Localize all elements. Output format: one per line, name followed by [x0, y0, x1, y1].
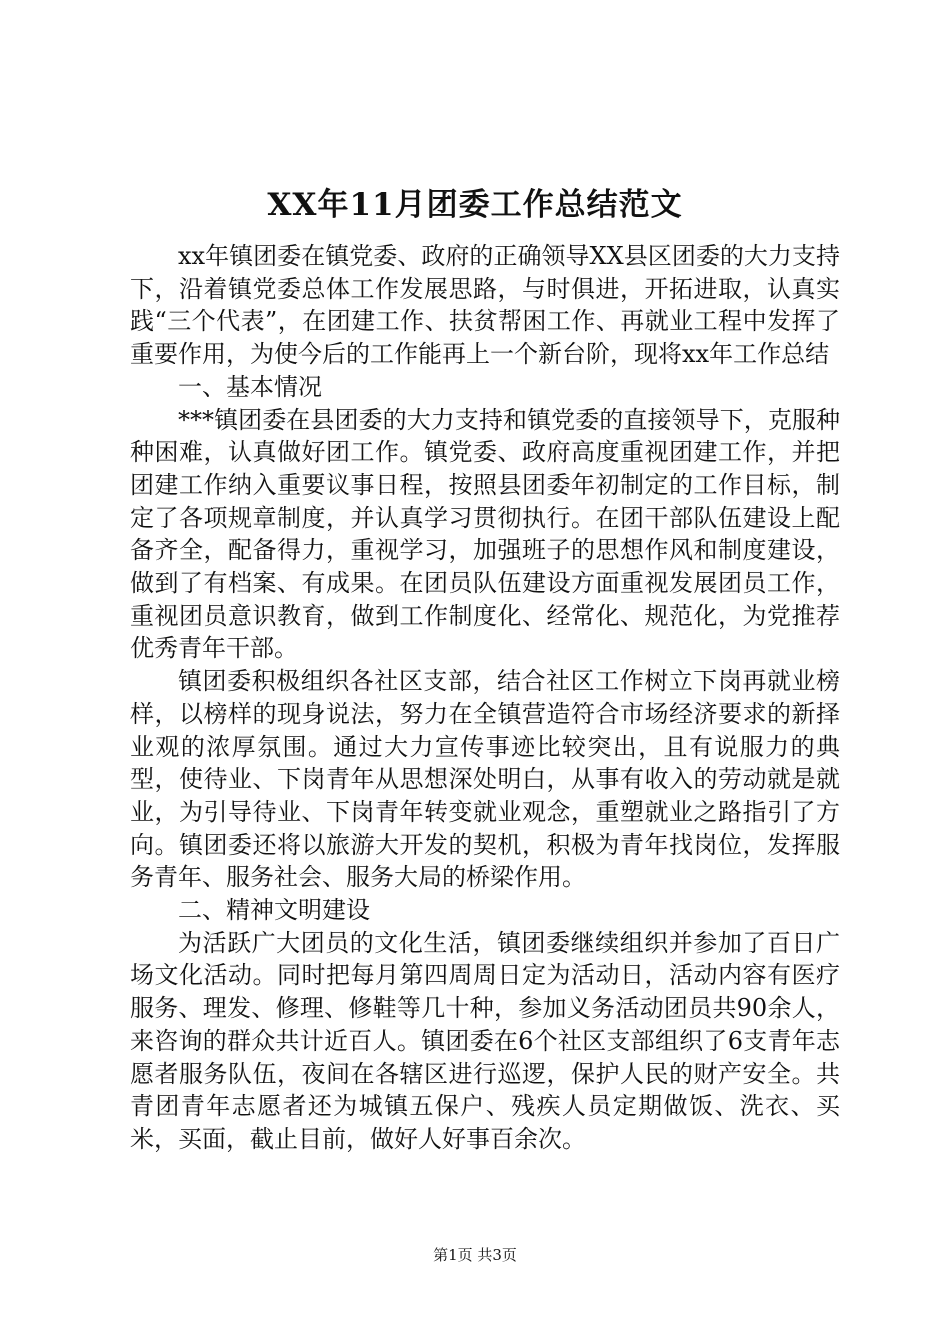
document-title: XX年11月团委工作总结范文	[267, 187, 683, 223]
paragraph-intro: xx年镇团委在镇党委、政府的正确领导XX县区团委的大力支持下，沿着镇党委总体工作发展思路，与时俱进，开拓进取，认真实践“三个代表”，在团建工作、扶贫帮困工作、再就业工程中发挥了重要作用，为使今后的工作能再上一个新台阶，现将xx年工作总结	[130, 242, 840, 369]
section-heading-spiritual-civilization: 二、精神文明建设	[178, 896, 370, 925]
paragraph-basic-situation-2: 镇团委积极组织各社区支部，结合社区工作树立下岗再就业榜样，以榜样的现身说法，努力在全镇营造符合市场经济要求的新择业观的浓厚氛围。通过大力宣传事迹比较突出，且有说服力的典型，使待业、下岗青年从思想深处明白，从事有收入的劳动就是就业，为引导待业、下岗青年转变就业观念，重塑就业之路指引了方向。镇团委还将以旅游大开发的契机，积极为青年找岗位，发挥服务青年、服务社会、服务大局的桥梁作用。	[130, 667, 840, 892]
document-body	[130, 240, 840, 1156]
section-heading-basic-situation: 一、基本情况	[178, 372, 322, 401]
page-number-footer: 第1页 共3页	[433, 1246, 517, 1264]
paragraph-spiritual-civilization: 为活跃广大团员的文化生活，镇团委继续组织并参加了百日广场文化活动。同时把每月第四周周日定为活动日，活动内容有医疗服务、理发、修理、修鞋等几十种，参加义务活动团员共90余人，来咨询的群众共计近百人。镇团委在6个社区支部组织了6支青年志愿者服务队伍，夜间在各辖区进行巡逻，保护人民的财产安全。共青团青年志愿者还为城镇五保户、残疾人员定期做饭、洗衣、买米，买面，截止目前，做好人好事百余次。	[130, 928, 840, 1153]
paragraph-basic-situation-1: ***镇团委在县团委的大力支持和镇党委的直接领导下，克服种种困难，认真做好团工作。镇党委、政府高度重视团建工作，并把团建工作纳入重要议事日程，按照县团委年初制定的工作目标，制定了各项规章制度，并认真学习贯彻执行。在团干部队伍建设上配备齐全，配备得力，重视学习，加强班子的思想作风和制度建设，做到了有档案、有成果。在团员队伍建设方面重视发展团员工作，重视团员意识教育，做到工作制度化、经常化、规范化，为党推荐优秀青年干部。	[130, 405, 840, 663]
